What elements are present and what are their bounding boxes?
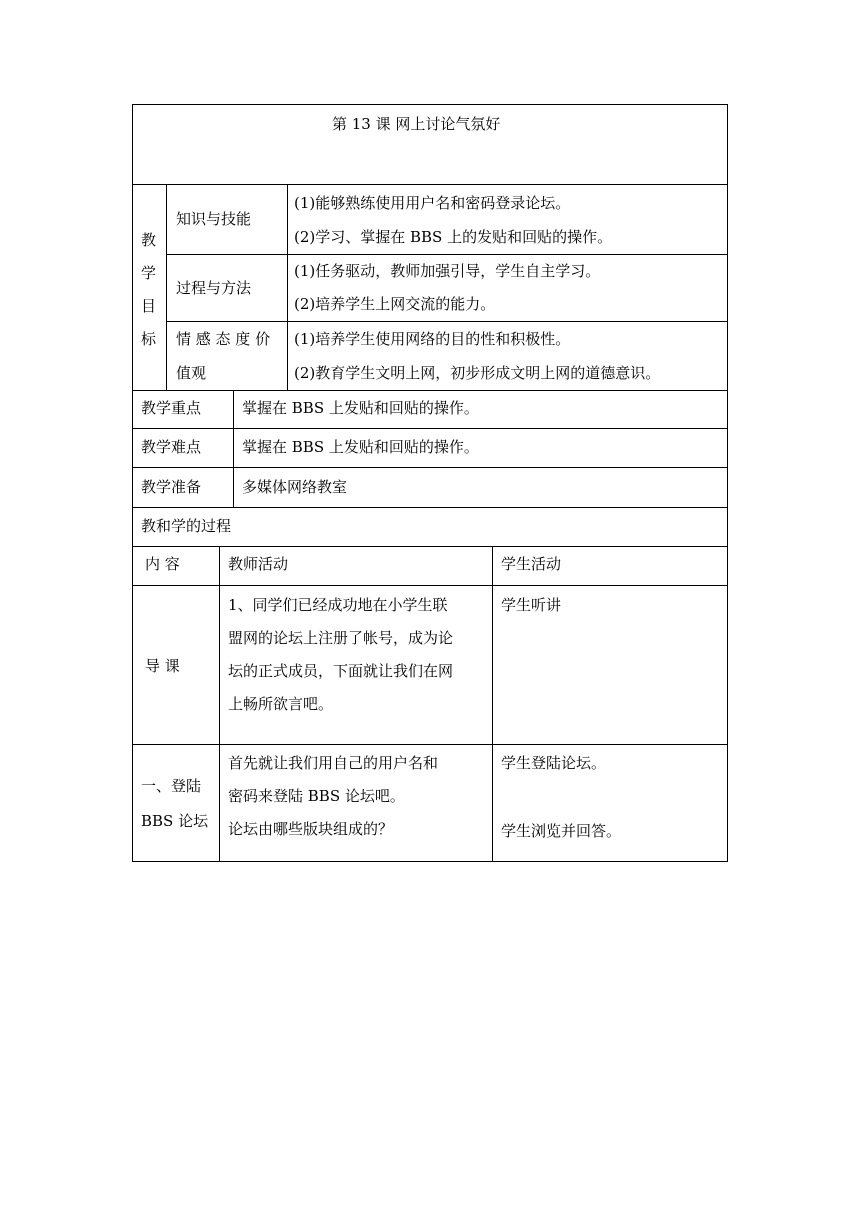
header-content: 内 容 — [145, 555, 180, 573]
objectives-label-char: 标 — [141, 330, 157, 348]
teacher-activity-line: 论坛由哪些版块组成的？ — [228, 820, 394, 838]
emotion-item: (2)教育学生文明上网，初步形成文明上网的道德意识。 — [294, 364, 661, 382]
rule — [132, 507, 727, 508]
student-activity-line: 学生听讲 — [501, 596, 562, 614]
rule — [132, 104, 727, 105]
key-point-value: 掌握在 BBS 上发贴和回贴的操作。 — [242, 399, 479, 417]
header-teacher: 教师活动 — [228, 555, 289, 573]
key-point-label: 教学重点 — [141, 399, 202, 417]
student-activity-line: 学生登陆论坛。 — [501, 754, 607, 772]
teacher-activity-line: 密码来登陆 BBS 论坛吧。 — [228, 787, 405, 805]
teacher-activity-line: 坛的正式成员，下面就让我们在网 — [228, 662, 454, 680]
rule — [727, 104, 728, 862]
knowledge-item: (2)学习、掌握在 BBS 上的发贴和回贴的操作。 — [294, 228, 613, 246]
row-content: BBS 论坛 — [141, 812, 209, 830]
knowledge-item: (1)能够熟练使用用户名和密码登录论坛。 — [294, 194, 571, 212]
rule — [219, 546, 220, 862]
rule — [132, 104, 133, 862]
lesson-title: 第 13 课 网上讨论气氛好 — [332, 115, 501, 133]
rule — [132, 390, 727, 391]
process-item: (1)任务驱动，教师加强引导，学生自主学习。 — [294, 262, 601, 280]
emotion-item: (1)培养学生使用网络的目的性和积极性。 — [294, 330, 571, 348]
difficulty-label: 教学难点 — [141, 438, 202, 456]
rule — [132, 467, 727, 468]
teacher-activity-line: 上畅所欲言吧。 — [228, 695, 334, 713]
row-content: 一、登陆 — [141, 777, 202, 795]
rule — [132, 861, 728, 862]
row-content: 导 课 — [145, 657, 180, 675]
preparation-label: 教学准备 — [141, 478, 202, 496]
rule — [492, 546, 493, 862]
objectives-label-char: 教 — [141, 231, 157, 249]
teacher-activity-line: 首先就让我们用自己的用户名和 — [228, 754, 439, 772]
rule — [233, 390, 234, 507]
emotion-label: 情 感 态 度 价 — [176, 330, 271, 348]
difficulty-value: 掌握在 BBS 上发贴和回贴的操作。 — [242, 438, 479, 456]
preparation-value: 多媒体网络教室 — [242, 478, 348, 496]
rule — [287, 184, 288, 390]
rule — [132, 428, 727, 429]
rule — [166, 321, 727, 322]
header-student: 学生活动 — [501, 555, 562, 573]
rule — [132, 585, 727, 586]
objectives-label-char: 目 — [141, 297, 157, 315]
rule — [132, 184, 727, 185]
student-activity-line: 学生浏览并回答。 — [501, 822, 622, 840]
process-heading: 教和学的过程 — [141, 517, 232, 535]
rule — [132, 546, 727, 547]
rule — [166, 254, 727, 255]
rule — [166, 184, 167, 390]
emotion-label: 值观 — [176, 364, 207, 382]
rule — [132, 744, 727, 745]
process-item: (2)培养学生上网交流的能力。 — [294, 295, 496, 313]
objectives-label-char: 学 — [141, 264, 157, 282]
process-label: 过程与方法 — [176, 279, 252, 297]
teacher-activity-line: 1、同学们已经成功地在小学生联 — [228, 596, 448, 614]
knowledge-label: 知识与技能 — [176, 210, 252, 228]
teacher-activity-line: 盟网的论坛上注册了帐号，成为论 — [228, 629, 454, 647]
